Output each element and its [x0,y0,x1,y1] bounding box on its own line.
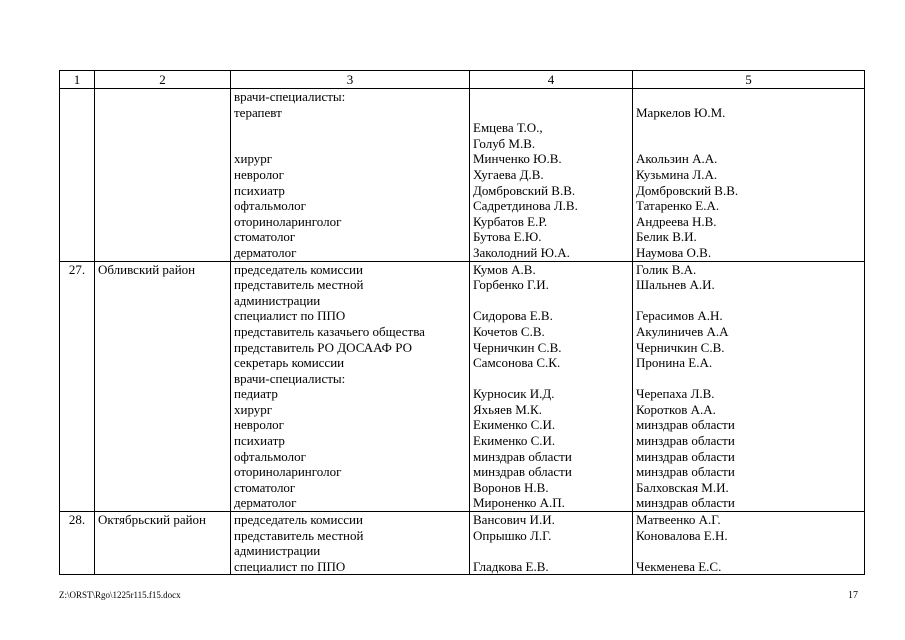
member-line: Воронов Н.В. [473,479,549,495]
table-row [60,261,865,512]
member-line: Курносик И.Д. [473,386,555,402]
role-line: стоматолог [234,229,296,245]
reserve-member-line [636,293,861,309]
reserve-member-cell [633,89,865,262]
reserve-member-line: Домбровский В.В. [636,182,739,198]
member-line: Заколодний Ю.А. [473,244,570,260]
reserve-member-line: минздрав области [636,464,735,480]
member-line: Черничкин С.В. [473,339,562,355]
member-line: Хугаева Д.В. [473,166,544,182]
member-cell [470,261,633,512]
role-line: председатель комиссии [234,261,363,277]
row-number: 27. [60,261,95,512]
district-name: Октябрьский район [95,512,231,575]
footer-page-number: 17 [848,590,858,601]
member-line: Голуб М.В. [473,135,536,151]
district-name: Обливский район [95,261,231,512]
member-line: Горбенко Г.И. [473,277,549,293]
reserve-member-line: Пронина Е.А. [636,355,713,371]
member-line: Опрышко Л.Г. [473,527,552,543]
reserve-member-line: Шальнев А.И. [636,277,715,293]
role-line: дерматолог [234,495,297,511]
role-line: представитель РО ДОСААФ РО [234,339,412,355]
reserve-member-line: минздрав области [636,448,735,464]
role-line: хирург [234,401,273,417]
reserve-member-line: Коротков А.А. [636,401,716,417]
member-line: Самсонова С.К. [473,355,561,371]
reserve-member-line: Голик В.А. [636,261,697,277]
role-line: специалист по ППО [234,308,346,324]
role-line: специалист по ППО [234,558,346,574]
reserve-member-line: Акулиничев А.А [636,323,729,339]
role-line: представитель местной [234,277,364,293]
reserve-member-line [636,89,861,105]
role-line: невролог [234,166,285,182]
member-cell [470,89,633,262]
reserve-member-line: Андреева Н.В. [636,213,717,229]
reserve-member-line: Коновалова Е.Н. [636,527,728,543]
member-line: Екименко С.И. [473,433,556,449]
role-cell [231,89,470,262]
role-line [234,136,466,152]
reserve-member-line: Кузьмина Л.А. [636,166,718,182]
reserve-member-cell [633,512,865,575]
member-line: Яхьяев М.К. [473,401,542,417]
member-line: Кочетов С.В. [473,323,545,339]
member-line [473,543,629,559]
header-col-1: 1 [60,71,95,89]
role-line: терапевт [234,104,282,120]
role-line: председатель комиссии [234,512,363,528]
reserve-member-line: Матвеенко А.Г. [636,512,721,528]
member-line: Емцева Т.О., [473,120,543,136]
role-line: невролог [234,417,285,433]
member-line: Сидорова Е.В. [473,308,553,324]
reserve-member-line: Герасимов А.Н. [636,308,723,324]
member-line [473,293,629,309]
member-line: Садретдинова Л.В. [473,198,578,214]
role-line: представитель местной [234,527,364,543]
reserve-member-line [636,371,861,387]
reserve-member-line: Черепаха Л.В. [636,386,715,402]
reserve-member-line: Балховская М.И. [636,479,729,495]
member-line: Мироненко А.П. [473,495,565,511]
reserve-member-line: Татаренко Е.А. [636,198,720,214]
member-line: минздрав области [473,464,572,480]
member-line [473,89,629,105]
reserve-member-line [636,136,861,152]
row-number: 28. [60,512,95,575]
reserve-member-line: Наумова О.В. [636,244,712,260]
table-row [60,89,865,262]
role-line: оториноларинголог [234,464,342,480]
role-line: хирург [234,151,273,167]
role-line: секретарь комиссии [234,355,345,371]
role-line: оториноларинголог [234,213,342,229]
role-line: администрации [234,543,321,559]
header-col-4: 4 [470,71,633,89]
member-line: Гладкова Е.В. [473,558,549,574]
member-line: Курбатов Е.Р. [473,213,548,229]
member-line: минздрав области [473,448,572,464]
role-line: офтальмолог [234,448,306,464]
commission-table [59,70,865,575]
member-cell [470,512,633,575]
header-col-3: 3 [231,71,470,89]
reserve-member-line [636,543,861,559]
header-col-2: 2 [95,71,231,89]
member-line: Кумов А.В. [473,261,536,277]
role-line [234,120,466,136]
role-line: врачи-специалисты: [234,370,346,386]
role-line: психиатр [234,182,285,198]
role-cell [231,512,470,575]
header-col-5: 5 [633,71,865,89]
footer-file-path: Z:\ORST\Rgo\1225r115.f15.docx [59,590,181,600]
member-line: Минченко Ю.В. [473,151,562,167]
member-line: Екименко С.И. [473,417,556,433]
role-line: представитель казачьего общества [234,323,425,339]
role-line: администрации [234,292,321,308]
reserve-member-line: минздрав области [636,433,735,449]
role-line: врачи-специалисты: [234,89,346,104]
table-row [60,512,865,575]
role-line: офтальмолог [234,198,306,214]
reserve-member-line: Маркелов Ю.М. [636,104,726,120]
member-line: Вансович И.И. [473,512,555,528]
reserve-member-line [636,120,861,136]
reserve-member-line: минздрав области [636,417,735,433]
district-name [95,89,231,262]
role-line: дерматолог [234,244,297,260]
reserve-member-line: Белик В.И. [636,229,697,245]
reserve-member-line: Акользин А.А. [636,151,718,167]
role-cell [231,261,470,512]
reserve-member-line: Черничкин С.В. [636,339,725,355]
role-line: психиатр [234,433,285,449]
member-line [473,105,629,121]
member-line: Бутова Е.Ю. [473,229,542,245]
member-line: Домбровский В.В. [473,182,576,198]
member-line [473,371,629,387]
row-number [60,89,95,262]
reserve-member-line: Чекменева Е.С. [636,558,722,574]
table-header-row [60,71,865,89]
role-line: педиатр [234,386,278,402]
role-line: стоматолог [234,479,296,495]
reserve-member-cell [633,261,865,512]
reserve-member-line: минздрав области [636,495,735,511]
